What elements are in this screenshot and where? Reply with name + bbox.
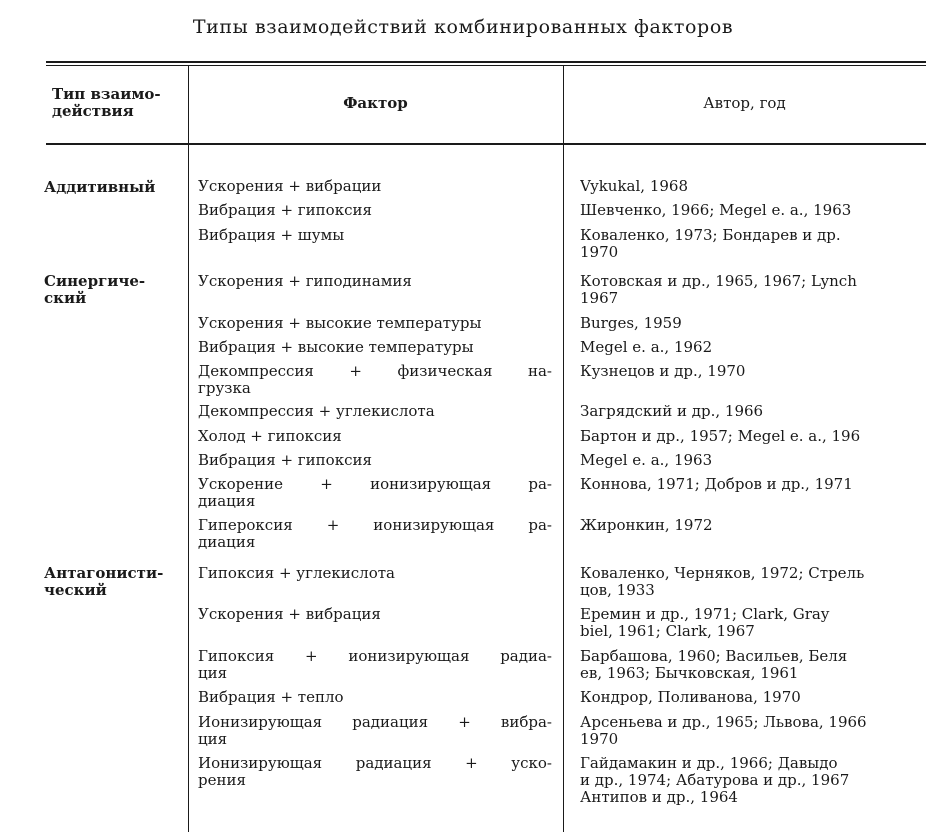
header-bottom-rule: [46, 143, 926, 145]
factor-cell: Вибрация + гипоксия: [198, 202, 372, 219]
author-cell: Кондрор, Поливанова, 1970: [580, 689, 801, 706]
factor-cell: Вибрация + гипоксия: [198, 452, 372, 469]
author-cell: Шевченко, 1966; Megel e. a., 1963: [580, 202, 852, 219]
author-cell: Коваленко, 1973; Бондарев и др. 1970: [580, 227, 841, 261]
interaction-type-label: Синергиче- ский: [44, 273, 146, 307]
author-cell: Арсеньева и др., 1965; Львова, 1966 1970: [580, 714, 867, 748]
header-author: Автор, год: [703, 94, 786, 112]
factor-cell: Гипоксия + углекислота: [198, 565, 395, 582]
author-cell: Еремин и др., 1971; Clark, Gray biel, 1961; Clark, 1967: [580, 606, 830, 640]
interaction-type-label: Аддитивный: [44, 179, 156, 196]
table-top-rule-thin: [46, 65, 926, 66]
factor-cell: Вибрация + высокие температуры: [198, 339, 474, 356]
column-divider-2: [563, 66, 564, 832]
author-cell: Кузнецов и др., 1970: [580, 363, 746, 380]
factor-cell: Ионизирующая радиация + уско- рения: [198, 755, 552, 789]
factor-cell: Ускорения + вибрации: [198, 178, 382, 195]
factor-cell: Ускорения + высокие температуры: [198, 315, 482, 332]
page-title: Типы взаимодействий комбинированных факторов: [192, 16, 734, 38]
factor-cell: Ускорение + ионизирующая ра- диация: [198, 476, 552, 510]
author-cell: Megel e. a., 1963: [580, 452, 713, 469]
header-factor: Фактор: [343, 94, 408, 112]
factor-cell: Холод + гипоксия: [198, 428, 342, 445]
factor-cell: Ионизирующая радиация + вибра- ция: [198, 714, 552, 748]
column-divider-1: [188, 66, 189, 832]
author-cell: Загрядский и др., 1966: [580, 403, 764, 420]
factor-cell: Ускорения + гиподинамия: [198, 273, 412, 290]
factor-cell: Декомпрессия + физическая на- грузка: [198, 363, 552, 397]
interaction-type-label: Антагонисти- ческий: [44, 565, 164, 599]
author-cell: Жиронкин, 1972: [580, 517, 713, 534]
factor-cell: Вибрация + тепло: [198, 689, 344, 706]
factor-cell: Вибрация + шумы: [198, 227, 345, 244]
header-type: Тип взаимо- действия: [52, 85, 161, 120]
author-cell: Бартон и др., 1957; Megel e. a., 196: [580, 428, 861, 445]
author-cell: Котовская и др., 1965, 1967; Lynch 1967: [580, 273, 857, 307]
factor-cell: Декомпрессия + углекислота: [198, 403, 435, 420]
author-cell: Vykukal, 1968: [580, 178, 688, 195]
author-cell: Коннова, 1971; Добров и др., 1971: [580, 476, 853, 493]
author-cell: Гайдамакин и др., 1966; Давыдо и др., 1974; Абатурова и др., 1967 Антипов и др., 1964: [580, 755, 850, 806]
factor-cell: Гипоксия + ионизирующая радиа- ция: [198, 648, 552, 682]
factor-cell: Ускорения + вибрация: [198, 606, 381, 623]
factor-cell: Гипероксия + ионизирующая ра- диация: [198, 517, 552, 551]
author-cell: Burges, 1959: [580, 315, 682, 332]
author-cell: Megel e. a., 1962: [580, 339, 713, 356]
author-cell: Коваленко, Черняков, 1972; Стрель цов, 1933: [580, 565, 865, 599]
table-top-rule: [46, 61, 926, 63]
author-cell: Барбашова, 1960; Васильев, Беля ев, 1963; Бычковская, 1961: [580, 648, 848, 682]
